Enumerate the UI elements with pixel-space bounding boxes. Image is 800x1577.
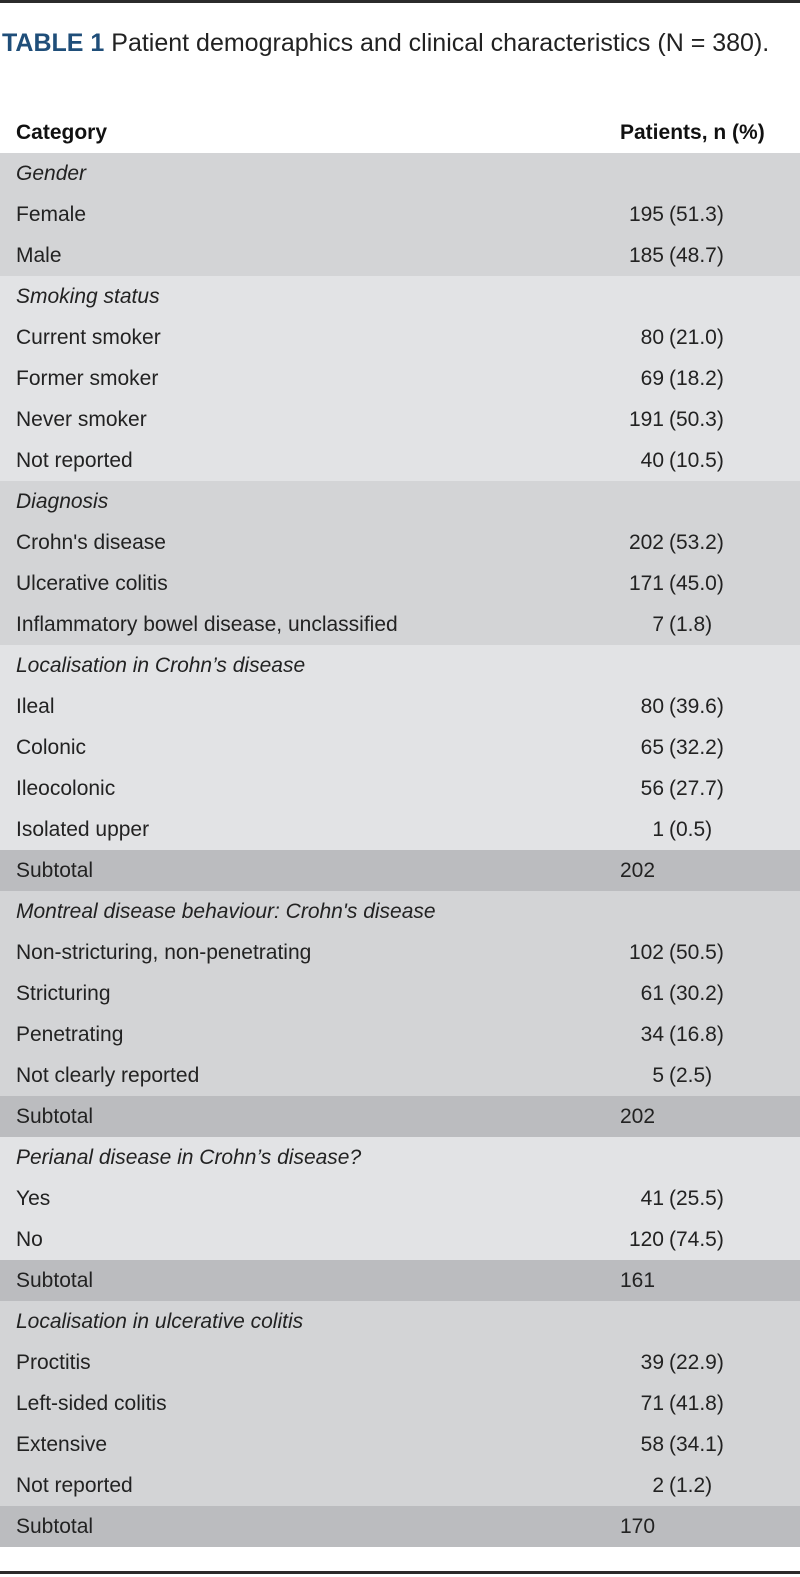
patient-count: 120: [628, 1227, 664, 1251]
patient-count: 7: [652, 612, 664, 636]
patients-cell: [620, 1392, 724, 1416]
patients-cell: [620, 1228, 724, 1252]
subtotal-value: 202: [620, 858, 656, 882]
patients-cell: [620, 1064, 712, 1088]
section-heading: Smoking status: [16, 284, 160, 308]
table-row: [0, 1178, 800, 1219]
patient-count: 2: [652, 1473, 664, 1497]
section-heading: Localisation in ulcerative colitis: [16, 1309, 304, 1333]
section-heading-row: [0, 276, 800, 317]
bottom-rule: [0, 1571, 800, 1574]
patient-percent: (30.2): [669, 981, 724, 1005]
section-heading: Gender: [16, 161, 87, 185]
patient-percent: (21.0): [669, 325, 724, 349]
patient-percent: (41.8): [669, 1391, 724, 1415]
section-heading-row: [0, 891, 800, 932]
table-row: [0, 686, 800, 727]
patient-count: 39: [640, 1350, 664, 1374]
patient-count: 80: [640, 325, 664, 349]
category-cell: Colonic: [16, 735, 87, 759]
patient-percent: (27.7): [669, 776, 724, 800]
header-category: Category: [16, 120, 108, 144]
patient-count: 71: [640, 1391, 664, 1415]
category-cell: Penetrating: [16, 1022, 124, 1046]
patient-percent: (34.1): [669, 1432, 724, 1456]
patient-percent: (10.5): [669, 448, 724, 472]
category-cell: No: [16, 1227, 43, 1251]
subtotal-row: [0, 1506, 800, 1547]
patient-percent: (74.5): [669, 1227, 724, 1251]
table-row: [0, 440, 800, 481]
subtotal-row: [0, 1260, 800, 1301]
patients-cell: [620, 777, 724, 801]
patient-percent: (45.0): [669, 571, 724, 595]
table-row: [0, 194, 800, 235]
category-cell: Subtotal: [16, 858, 94, 882]
table-row: [0, 1383, 800, 1424]
patient-count: 102: [628, 940, 664, 964]
patients-cell: [620, 449, 724, 473]
section-heading: Montreal disease behaviour: Crohn's disease: [16, 899, 436, 923]
patient-count: 61: [640, 981, 664, 1005]
subtotal-row: [0, 850, 800, 891]
table-row: [0, 768, 800, 809]
category-cell: Left-sided colitis: [16, 1391, 167, 1415]
section-heading-row: [0, 1301, 800, 1342]
patient-percent: (32.2): [669, 735, 724, 759]
table-row: [0, 1014, 800, 1055]
patients-cell: [620, 695, 724, 719]
category-cell: Not reported: [16, 448, 133, 472]
table-row: [0, 932, 800, 973]
category-cell: Inflammatory bowel disease, unclassified: [16, 612, 398, 636]
table-row: [0, 317, 800, 358]
table-row: [0, 235, 800, 276]
patient-count: 56: [640, 776, 664, 800]
table-header-row: [0, 112, 800, 153]
category-cell: Ileocolonic: [16, 776, 116, 800]
category-cell: Yes: [16, 1186, 51, 1210]
patient-percent: (39.6): [669, 694, 724, 718]
patient-count: 202: [628, 530, 664, 554]
top-rule: [0, 0, 800, 3]
category-cell: Extensive: [16, 1432, 108, 1456]
category-cell: Stricturing: [16, 981, 111, 1005]
patient-percent: (16.8): [669, 1022, 724, 1046]
category-cell: Subtotal: [16, 1268, 94, 1292]
category-cell: Former smoker: [16, 366, 159, 390]
category-cell: Ileal: [16, 694, 55, 718]
table-row: [0, 1219, 800, 1260]
patient-count: 58: [640, 1432, 664, 1456]
patient-count: 40: [640, 448, 664, 472]
patients-cell: [620, 244, 724, 268]
header-patients: Patients, n (%): [620, 120, 765, 144]
table-row: [0, 973, 800, 1014]
table-row: [0, 1424, 800, 1465]
patient-percent: (48.7): [669, 243, 724, 267]
section-heading-row: [0, 1137, 800, 1178]
patients-cell: [620, 1351, 724, 1375]
patients-cell: [620, 1187, 724, 1211]
table-body: [0, 153, 800, 1547]
patient-count: 185: [628, 243, 664, 267]
patient-count: 171: [628, 571, 664, 595]
category-cell: Proctitis: [16, 1350, 91, 1374]
patient-count: 80: [640, 694, 664, 718]
table-row: [0, 1055, 800, 1096]
category-cell: Crohn's disease: [16, 530, 166, 554]
patients-cell: [620, 1474, 712, 1498]
category-cell: Not clearly reported: [16, 1063, 200, 1087]
category-cell: Never smoker: [16, 407, 147, 431]
category-cell: Subtotal: [16, 1104, 94, 1128]
patient-percent: (50.5): [669, 940, 724, 964]
table-row: [0, 1342, 800, 1383]
patients-cell: [620, 1023, 724, 1047]
patient-percent: (2.5): [669, 1063, 713, 1087]
table-row: [0, 399, 800, 440]
table-row: [0, 604, 800, 645]
patients-cell: [620, 572, 724, 596]
patient-count: 1: [652, 817, 664, 841]
patient-count: 5: [652, 1063, 664, 1087]
patients-cell: [620, 982, 724, 1006]
patient-percent: (1.8): [669, 612, 713, 636]
patient-percent: (50.3): [669, 407, 724, 431]
patient-count: 65: [640, 735, 664, 759]
patients-cell: [620, 367, 724, 391]
subtotal-value: 202: [620, 1104, 656, 1128]
table-caption: [2, 26, 792, 60]
patients-cell: [620, 1433, 724, 1457]
category-cell: Current smoker: [16, 325, 161, 349]
patients-cell: [620, 941, 724, 965]
patient-percent: (22.9): [669, 1350, 724, 1374]
section-heading-row: [0, 153, 800, 194]
table-label: TABLE 1: [2, 29, 105, 57]
patient-count: 191: [628, 407, 664, 431]
patient-count: 41: [640, 1186, 664, 1210]
patient-percent: (0.5): [669, 817, 713, 841]
patient-percent: (51.3): [669, 202, 724, 226]
patients-cell: [620, 203, 724, 227]
table-row: [0, 1465, 800, 1506]
table-row: [0, 809, 800, 850]
table-row: [0, 522, 800, 563]
patient-count: 195: [628, 202, 664, 226]
patient-percent: (25.5): [669, 1186, 724, 1210]
patient-count: 69: [640, 366, 664, 390]
caption-text: Patient demographics and clinical characteristics (N = 380).: [104, 29, 770, 57]
subtotal-row: [0, 1096, 800, 1137]
patient-percent: (53.2): [669, 530, 724, 554]
patients-cell: [620, 736, 724, 760]
section-heading-row: [0, 481, 800, 522]
subtotal-value: 161: [620, 1268, 656, 1292]
section-heading: Diagnosis: [16, 489, 109, 513]
category-cell: Male: [16, 243, 62, 267]
patients-cell: [620, 531, 724, 555]
category-cell: Ulcerative colitis: [16, 571, 168, 595]
subtotal-value: 170: [620, 1514, 656, 1538]
category-cell: Subtotal: [16, 1514, 94, 1538]
patient-percent: (1.2): [669, 1473, 713, 1497]
table-row: [0, 727, 800, 768]
category-cell: Female: [16, 202, 87, 226]
table-row: [0, 358, 800, 399]
table-row: [0, 563, 800, 604]
patient-count: 34: [640, 1022, 664, 1046]
patients-cell: [620, 613, 712, 637]
section-heading-row: [0, 645, 800, 686]
demographics-table: [0, 112, 800, 1547]
section-heading: Perianal disease in Crohn’s disease?: [16, 1145, 362, 1169]
patients-cell: [620, 408, 724, 432]
category-cell: Non-stricturing, non-penetrating: [16, 940, 312, 964]
category-cell: Isolated upper: [16, 817, 150, 841]
patients-cell: [620, 818, 712, 842]
category-cell: Not reported: [16, 1473, 133, 1497]
patients-cell: [620, 326, 724, 350]
section-heading: Localisation in Crohn’s disease: [16, 653, 306, 677]
patient-percent: (18.2): [669, 366, 724, 390]
